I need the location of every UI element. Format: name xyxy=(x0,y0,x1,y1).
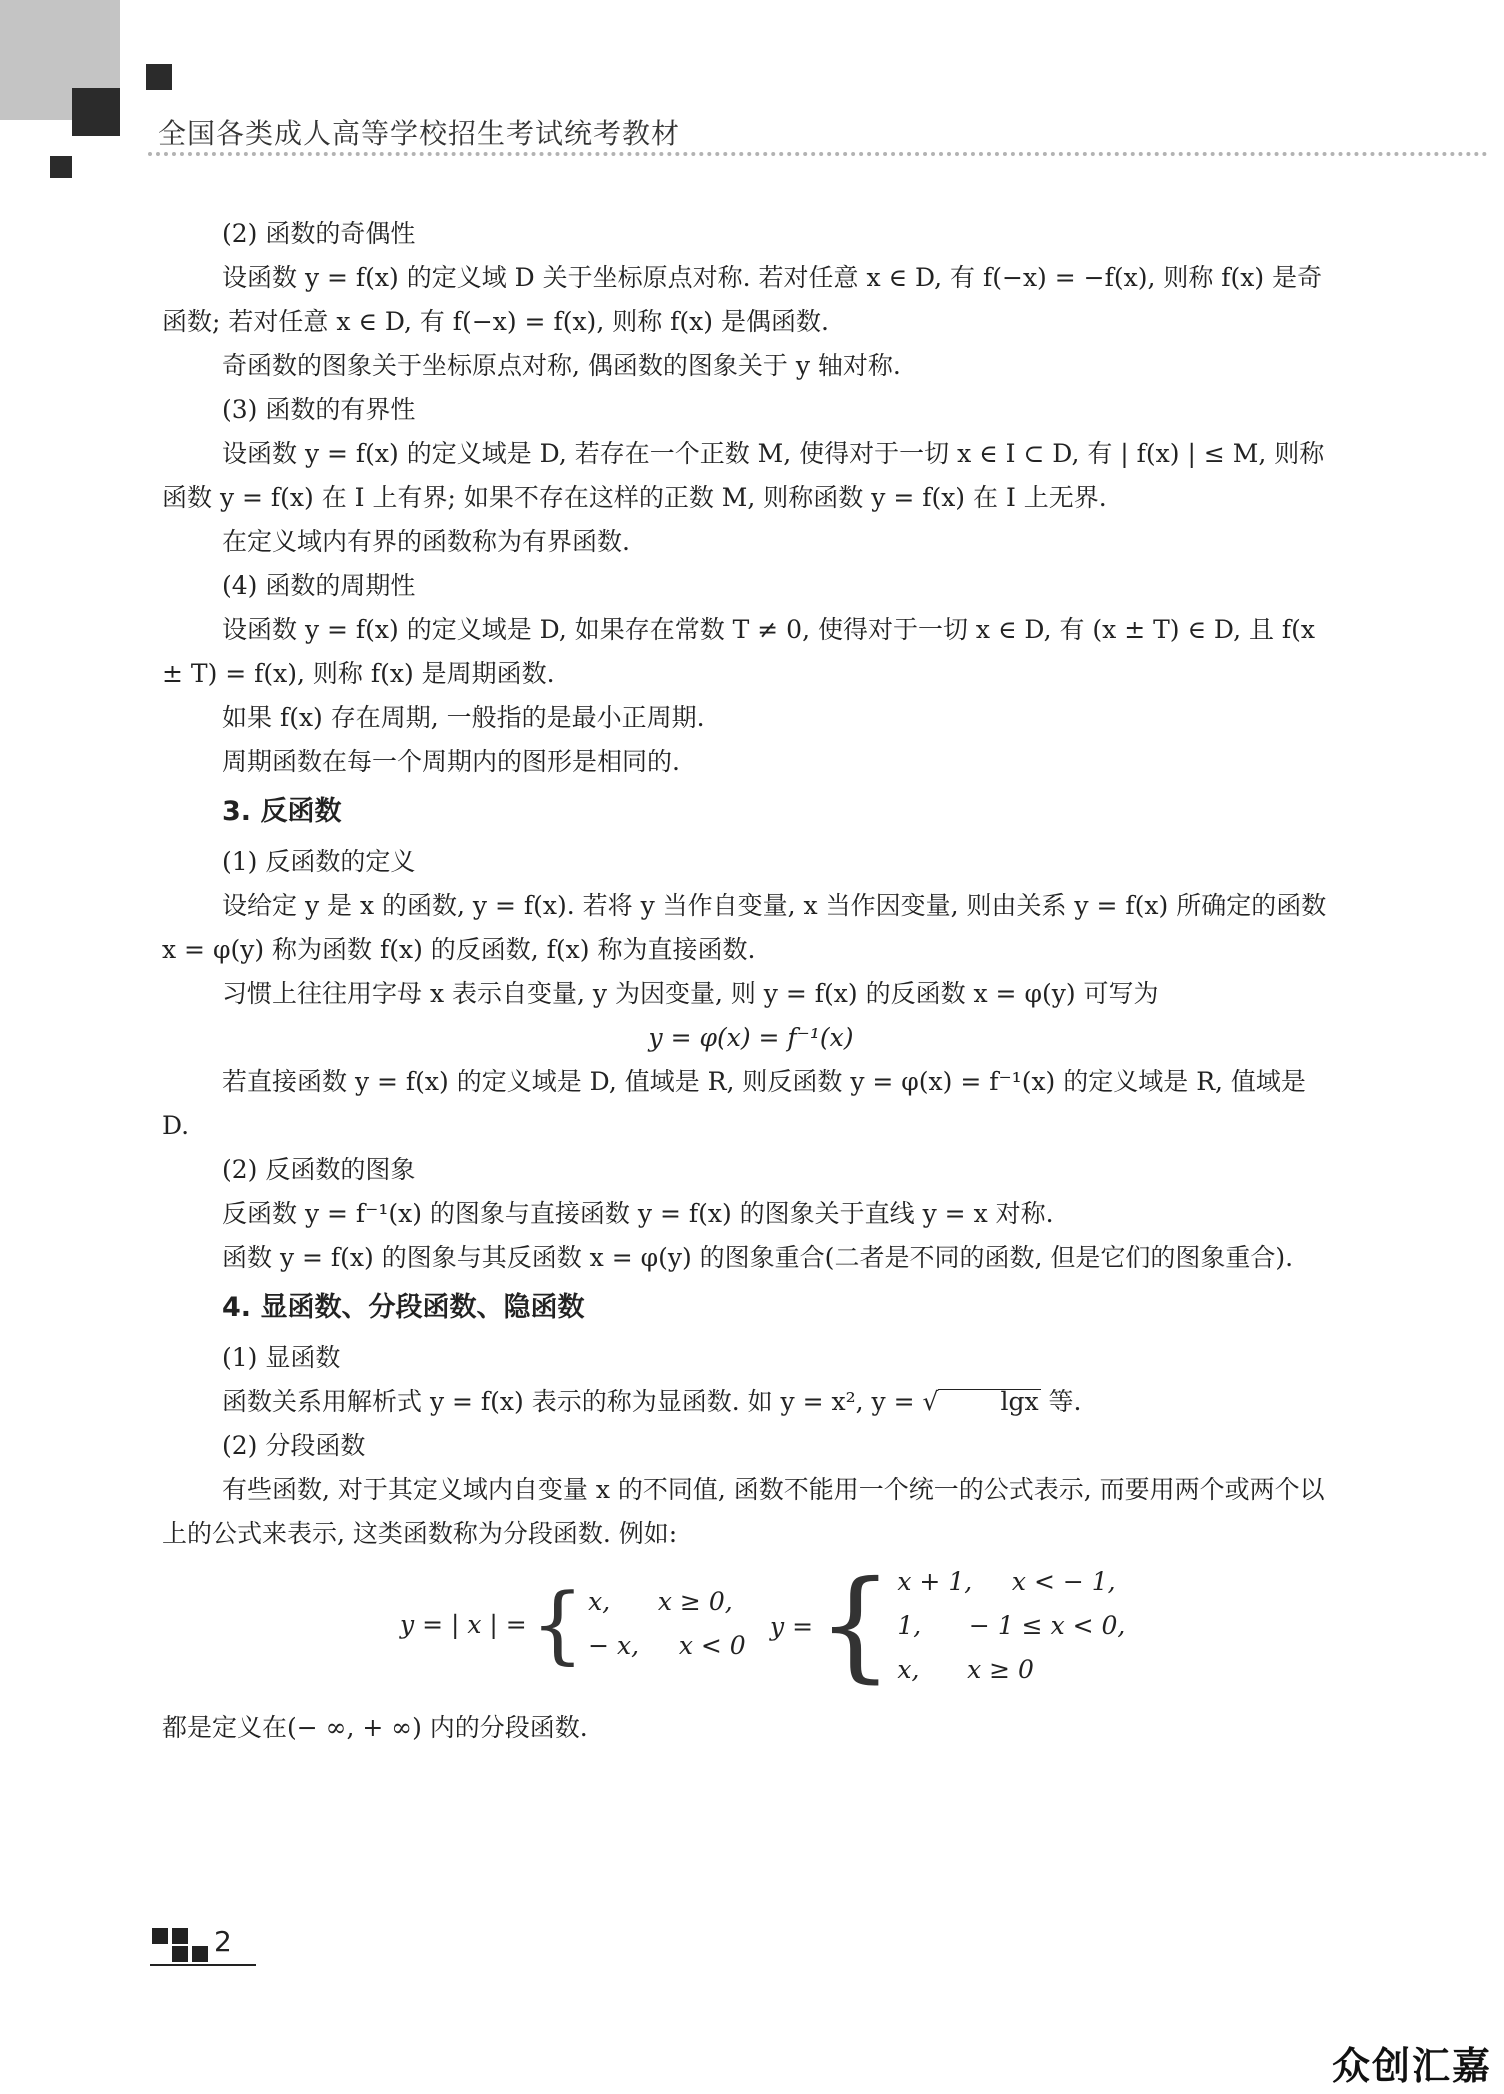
footer-decoration-square xyxy=(152,1928,168,1944)
header-decoration-black-square xyxy=(146,64,172,90)
explicit-text-start: 函数关系用解析式 y = f(x) 表示的称为显函数. 如 y = x², y = xyxy=(222,1387,923,1416)
page-number: 2 xyxy=(214,1925,232,1958)
piecewise-examples xyxy=(162,1556,1340,1702)
header-decoration-black-square xyxy=(72,88,120,136)
piecewise-abs-case: − x, x < 0 xyxy=(588,1631,746,1660)
footer-decoration-square xyxy=(172,1928,188,1944)
subheading-inverse-graph: (2) 反函数的图象 xyxy=(222,1155,416,1184)
header-title: 全国各类成人高等学校招生考试统考教材 xyxy=(158,117,681,150)
subheading-boundedness: (3) 函数的有界性 xyxy=(222,395,416,424)
piecewise-three-case: x, x ≥ 0 xyxy=(897,1655,1034,1684)
piecewise-three-case-example xyxy=(770,1556,1126,1695)
paragraph-boundedness-definition: 设函数 y = f(x) 的定义域是 D, 若存在一个正数 M, 使得对于一切 x ∈ I ⊂ D, 有 | f(x) | ≤ M, 则称函数 y = f(x) 在 I 上有界; 如果不存在这样的正数 M, 则称函数 y = f(x) 在 I 上无界. xyxy=(162,439,1325,512)
paragraph-piecewise-definition: 有些函数, 对于其定义域内自变量 x 的不同值, 函数不能用一个统一的公式表示, 而要用两个或两个以上的公式来表示, 这类函数称为分段函数. 例如: xyxy=(162,1475,1325,1548)
piecewise-abs-case: x, x ≥ 0, xyxy=(588,1587,733,1616)
section-heading-inverse-function: 3. 反函数 xyxy=(222,796,342,827)
paragraph-periodicity-definition: 设函数 y = f(x) 的定义域是 D, 如果存在常数 T ≠ 0, 使得对于一切 x ∈ D, 有 (x ± T) ∈ D, 且 f(x ± T) = f(x), 则称 f(x) 是周期函数. xyxy=(162,615,1316,688)
paragraph-bounded-function: 在定义域内有界的函数称为有界函数. xyxy=(222,527,630,556)
sqrt-radicand: lgx xyxy=(938,1389,1040,1414)
paragraph-inverse-definition: 设给定 y 是 x 的函数, y = f(x). 若将 y 当作自变量, x 当作因变量, 则由关系 y = f(x) 所确定的函数 x = φ(y) 称为函数 f(x) 的反函数, f(x) 称为直接函数. xyxy=(162,891,1327,964)
explicit-text-end: 等. xyxy=(1040,1387,1082,1416)
paragraph-minimal-period: 如果 f(x) 存在周期, 一般指的是最小正周期. xyxy=(222,703,705,732)
paragraph-inverse-graph-symmetry: 反函数 y = f⁻¹(x) 的图象与直接函数 y = f(x) 的图象关于直线 y = x 对称. xyxy=(222,1199,1054,1228)
footer-decoration-square xyxy=(172,1946,188,1962)
watermark-text: 众创汇嘉 xyxy=(1331,2044,1492,2088)
piecewise-abs-lhs: y = | x | = xyxy=(400,1609,527,1639)
subheading-parity: (2) 函数的奇偶性 xyxy=(222,219,416,248)
paragraph-piecewise-domain: 都是定义在(− ∞, + ∞) 内的分段函数. xyxy=(162,1713,588,1742)
piecewise-abs-cases xyxy=(588,1580,746,1668)
footer-rule xyxy=(150,1964,256,1966)
sqrt-symbol: √ xyxy=(922,1387,939,1416)
header-decoration-black-square xyxy=(50,156,72,178)
subheading-inverse-definition: (1) 反函数的定义 xyxy=(222,847,416,876)
equation-inverse: y = φ(x) = f⁻¹(x) xyxy=(648,1023,854,1052)
section-heading-explicit-piecewise-implicit: 4. 显函数、分段函数、隐函数 xyxy=(222,1292,585,1323)
header-dotted-rule xyxy=(148,152,1488,156)
piecewise-three-case: x + 1, x < − 1, xyxy=(897,1567,1116,1596)
paragraph-parity-graph: 奇函数的图象关于坐标原点对称, 偶函数的图象关于 y 轴对称. xyxy=(222,351,901,380)
left-brace: { xyxy=(530,1575,585,1673)
piecewise-three-cases xyxy=(897,1560,1125,1692)
subheading-explicit-function: (1) 显函数 xyxy=(222,1343,341,1372)
footer-decoration-square xyxy=(192,1946,208,1962)
paragraph-inverse-graph-coincide: 函数 y = f(x) 的图象与其反函数 x = φ(y) 的图象重合(二者是不同的函数, 但是它们的图象重合). xyxy=(222,1243,1294,1272)
piecewise-three-lhs: y = xyxy=(770,1611,814,1641)
paragraph-inverse-notation: 习惯上往往用字母 x 表示自变量, y 为因变量, 则 y = f(x) 的反函数 x = φ(y) 可写为 xyxy=(222,979,1159,1008)
paragraph-inverse-domain-range: 若直接函数 y = f(x) 的定义域是 D, 值域是 R, 则反函数 y = φ(x) = f⁻¹(x) 的定义域是 R, 值域是 D. xyxy=(162,1067,1306,1140)
paragraph-explicit-function xyxy=(162,1380,1340,1424)
subheading-piecewise-function: (2) 分段函数 xyxy=(222,1431,366,1460)
piecewise-three-case: 1, − 1 ≤ x < 0, xyxy=(897,1611,1126,1640)
left-brace: { xyxy=(817,1556,894,1695)
page-content xyxy=(162,212,1340,1750)
piecewise-abs-example xyxy=(400,1575,746,1673)
paragraph-parity-definition: 设函数 y = f(x) 的定义域 D 关于坐标原点对称. 若对任意 x ∈ D, 有 f(−x) = −f(x), 则称 f(x) 是奇函数; 若对任意 x ∈ D, 有 f(−x) = f(x), 则称 f(x) 是偶函数. xyxy=(162,263,1323,336)
subheading-periodicity: (4) 函数的周期性 xyxy=(222,571,416,600)
paragraph-period-graph: 周期函数在每一个周期内的图形是相同的. xyxy=(222,747,680,776)
